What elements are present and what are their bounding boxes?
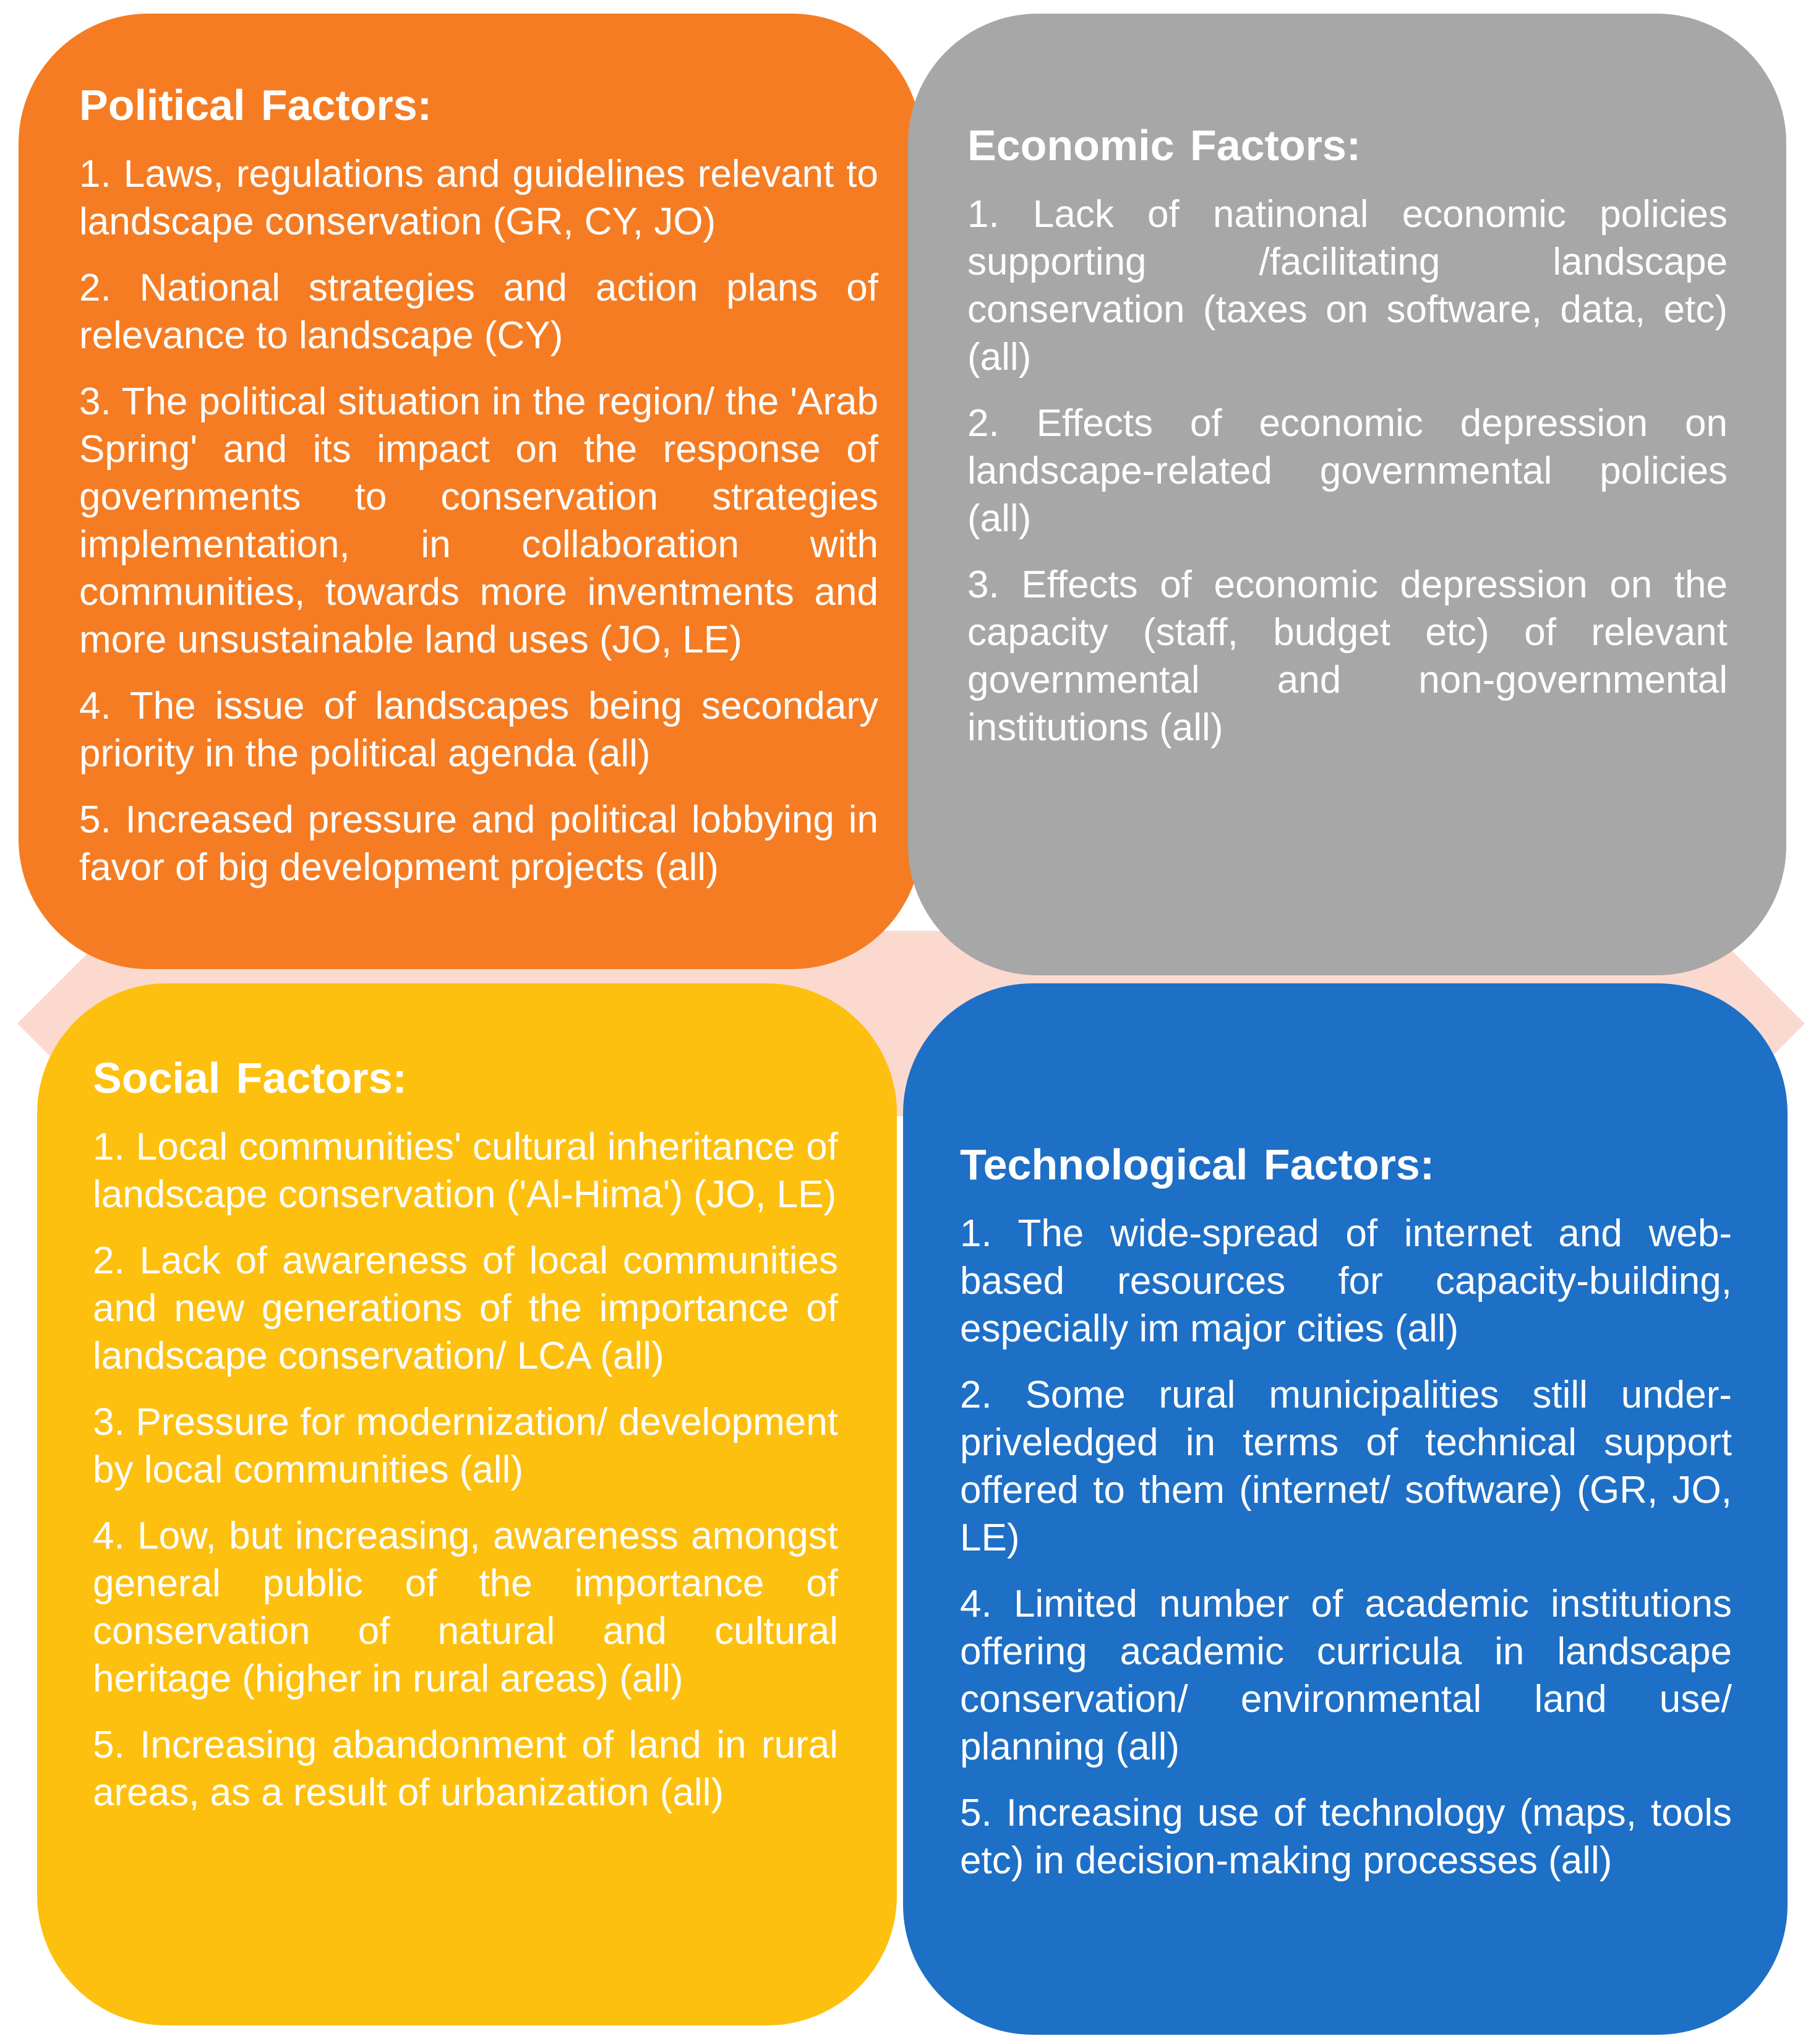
political-factor-item: 3. The political situation in the region/ the 'Arab Spring' and its impact on the response of governments to conservation strategies implementation, in collaboration with communities, towards more inventments and more unsustainable land uses (JO, LE) (79, 380, 878, 661)
social-factor-item: 4. Low, but increasing, awareness amongst general public of the importance of conservation of natural and cultural heritage (higher in rural areas) (all) (93, 1515, 838, 1700)
economic-factor-item: 3. Effects of economic depression on the capacity (staff, budget etc) of relevant governmental and non-governmental institutions (all) (967, 563, 1728, 749)
economic-factor-item: 2. Effects of economic depression on landscape-related governmental policies (all) (967, 402, 1728, 540)
technological-factor-item: 4. Limited number of academic institutions offering academic curricula in landscape conservation/ environmental land use/ planning (all) (960, 1583, 1732, 1768)
political-factors-list (79, 150, 878, 891)
political-factors-title: Political Factors: (79, 81, 432, 129)
technological-factors-title: Technological Factors: (960, 1140, 1435, 1189)
social-factor-item: 5. Increasing abandonment of land in rural areas, as a result of urbanization (all) (93, 1724, 838, 1814)
political-factor-item: 2. National strategies and action plans of relevance to landscape (CY) (79, 267, 878, 357)
technological-factors-box (903, 983, 1788, 2035)
political-factor-item: 1. Laws, regulations and guidelines relevant to landscape conservation (GR, CY, JO) (79, 153, 878, 243)
social-factors-box (37, 983, 897, 2025)
technological-factor-item: 5. Increasing use of technology (maps, tools etc) in decision-making processes (all) (960, 1792, 1732, 1882)
social-factor-item: 3. Pressure for modernization/ development by local communities (all) (93, 1401, 838, 1491)
political-factor-item: 5. Increased pressure and political lobbying in favor of big development projects (all) (79, 798, 878, 889)
technological-factor-item: 1. The wide-spread of internet and web-based resources for capacity-building, especially im major cities (all) (960, 1212, 1732, 1350)
economic-factors-title: Economic Factors: (967, 121, 1361, 169)
technological-factor-item: 2. Some rural municipalities still under-priveledged in terms of technical support offered to them (internet/ software) (GR, JO, LE) (960, 1374, 1732, 1559)
technological-factors-list (960, 1210, 1732, 1884)
political-factors-box (19, 14, 922, 969)
social-factor-item: 2. Lack of awareness of local communities and new generations of the importance of landscape conservation/ LCA (all) (93, 1239, 838, 1377)
economic-factor-item: 1. Lack of natinonal economic policies supporting /facilitating landscape conservation (taxes on software, data, etc) (all) (967, 193, 1728, 378)
political-factor-item: 4. The issue of landscapes being secondary priority in the political agenda (all) (79, 685, 878, 775)
economic-factors-box (908, 14, 1786, 975)
economic-factors-list (967, 190, 1728, 751)
social-factor-item: 1. Local communities' cultural inheritance of landscape conservation ('Al-Hima') (JO, LE) (93, 1126, 838, 1216)
social-factors-title: Social Factors: (93, 1054, 407, 1102)
social-factors-list (93, 1123, 838, 1816)
